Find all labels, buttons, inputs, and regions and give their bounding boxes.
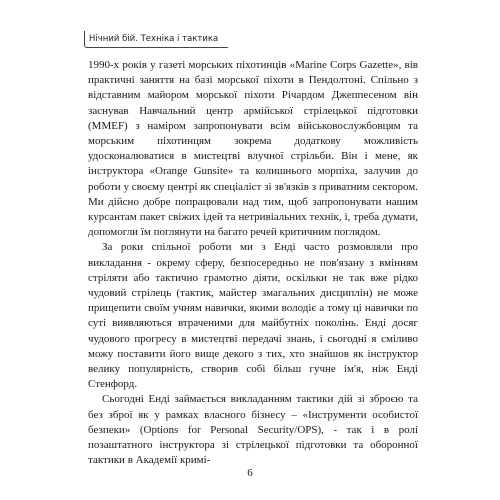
paragraph-3: Сьогодні Енді займається викладанням тактики дій зі зброєю та без зброї як у рамках власного бізнесу – «Інструменти особистої безпеки» (Options for Personal Security/OPS), - так і в ролі позаштатного інструктора зі стрілецької підготовки та оборонної тактики в Академії кримі- [88, 393, 418, 467]
body-text [88, 58, 418, 468]
page-number: 6 [247, 467, 253, 479]
paragraph-1: 1990-х років у газеті морських піхотинців «Marine Corps Gazette», вів практичні заняття на базі морської піхоти в Пендолтоні. Спільно з відставним майором морської піхоти Річардом Джеппесеном він заснував Навчальний центр армійської стрілецької підготовки (MMEF) з наміром запропонувати всім військовослужбовцям та морським піхотинцям зокрема додаткову можливість удосконалюватися в мистецтві влучної стрільби. Він і мене, як інструктора «Orange Gunsite» та колишнього морпіха, залучив до роботи у своєму центрі як спеціаліст зі зв'язків з приватним сектором. Ми дійсно добре попрацювали над тим, щоб запропонувати нашим курсантам пакет свіжих ідей та нетривіальних технік, і, треба думати, допомогли їм поглянути на багато речей критичним поглядом. [88, 59, 418, 239]
paragraph-2: За роки спільної роботи ми з Енді часто розмовляли про викладання - окрему сферу, безпосередньо не пов'язану з вмінням стріляти або тактично грамотно діяти, оскільки не так вже рідко чудовий стрілець (тактик, майстер змагальних дисциплін) не може прищепити своїм учням навички, якими володіє а тому ці навички по суті виявляються втраченими для майбутніх поколінь. Енді досяг чудового прогресу в мистецтві передачі знань, і сьогодні я сміливо можу поставити його вище декого з тих, хто знайшов як інструктор велику популярність, створив собі більш гучне ім'я, ніж Енді Стенфорд. [88, 241, 418, 391]
running-head: Нічний бій. Техніка і тактика [84, 31, 228, 48]
